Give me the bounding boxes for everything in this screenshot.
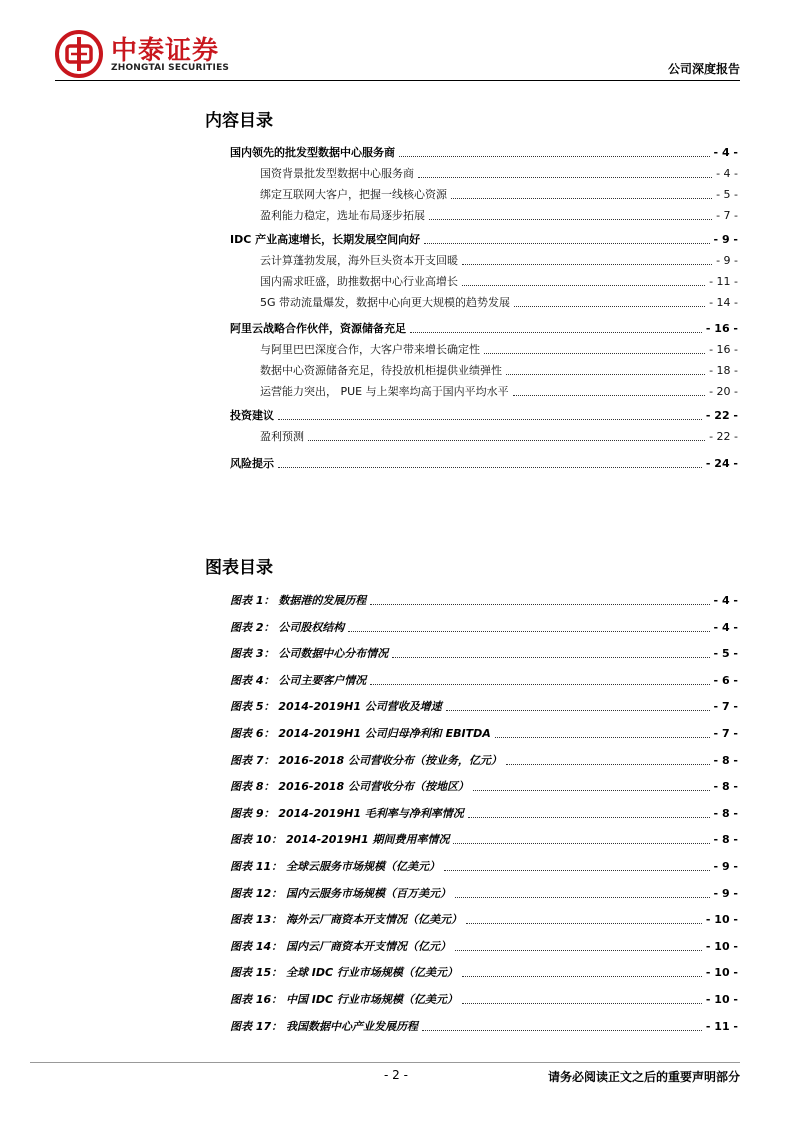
dot-leader (278, 466, 702, 468)
figure-entry[interactable] (230, 643, 738, 661)
figure-entry-label: 图表 13： 海外云厂商资本开支情况（亿美元） (230, 913, 462, 927)
figure-entry-page: - 10 - (705, 966, 738, 980)
toc-entry-page: - 4 - (716, 167, 738, 180)
toc-entry[interactable] (260, 271, 738, 289)
figure-entry-page: - 7 - (713, 727, 738, 740)
figure-entry-label: 图表 6： 2014-2019H1 公司归母净利和 EBITDA (230, 727, 491, 740)
toc-entry-label: 国内需求旺盛，助推数据中心行业高增长 (260, 275, 458, 288)
figure-entry-page: - 8 - (713, 780, 738, 794)
figure-entry-label: 图表 2： 公司股权结构 (230, 620, 345, 634)
figure-entry[interactable] (230, 723, 738, 741)
dot-leader (370, 603, 709, 605)
toc-entry-page: - 5 - (716, 188, 738, 201)
figure-entry-label: 图表 10： 2014-2019H1 期间费用率情况 (230, 833, 450, 847)
toc-entry-page: - 9 - (713, 233, 738, 246)
dot-leader (462, 263, 712, 265)
zhongtai-logo-icon (55, 30, 103, 78)
dot-leader (424, 242, 709, 244)
figure-entry-label: 图表 1： 数据港的发展历程 (230, 594, 367, 607)
figure-entry-page: - 9 - (713, 860, 738, 873)
figure-entry-label: 图表 14： 国内云厂商资本开支情况（亿元） (230, 939, 451, 953)
toc-entry-page: - 7 - (716, 209, 738, 222)
toc-entry-label: 与阿里巴巴深度合作，大客户带来增长确定性 (260, 343, 480, 356)
dot-leader (410, 331, 702, 333)
toc-entry-label: 风险提示 (230, 457, 274, 470)
toc-entry-page: - 11 - (709, 275, 738, 288)
toc-entry-page: - 24 - (705, 457, 738, 470)
figure-entry-label: 图表 9： 2014-2019H1 毛利率与净利率情况 (230, 806, 464, 820)
dot-leader (473, 789, 710, 791)
dot-leader (506, 373, 705, 375)
logo-chinese-name: 中泰证券 (111, 36, 220, 66)
figure-entry-page: - 10 - (705, 939, 738, 953)
figure-entry-page: - 4 - (713, 620, 738, 634)
dot-leader (308, 439, 705, 441)
toc-entry[interactable] (230, 318, 738, 336)
toc-entry-label: 5G 带动流量爆发，数据中心向更大规模的趋势发展 (260, 296, 511, 309)
toc-entry-label: 数据中心资源储备充足，待投放机柜提供业绩弹性 (260, 364, 502, 377)
company-logo (55, 28, 255, 78)
footer-divider (30, 1062, 740, 1063)
toc-entry-label: 云计算蓬勃发展，海外巨头资本开支回暖 (260, 254, 458, 267)
toc-entry-label: 国资背景批发型数据中心服务商 (260, 167, 414, 180)
figure-entry-label: 图表 17： 我国数据中心产业发展历程 (230, 1019, 418, 1033)
dot-leader (453, 842, 709, 844)
toc-entry-label: 运营能力突出， PUE 与上架率均高于国内平均水平 (260, 385, 509, 398)
figure-entry-page: - 5 - (713, 647, 738, 661)
figure-entry-label: 图表 16： 中国 IDC 行业市场规模（亿美元） (230, 993, 458, 1006)
figure-entry-page: - 11 - (705, 1019, 738, 1033)
toc-entry[interactable] (260, 426, 738, 444)
figure-entry[interactable] (230, 936, 738, 954)
toc-entry[interactable] (260, 292, 738, 310)
figure-entry-page: - 8 - (713, 753, 738, 767)
figure-entry-label: 图表 15： 全球 IDC 行业市场规模（亿美元） (230, 966, 458, 980)
page-header (55, 28, 740, 78)
disclaimer-note: 请务必阅读正文之后的重要声明部分 (547, 1070, 740, 1084)
figure-entry-page: - 9 - (713, 886, 738, 900)
toc-entry-page: - 16 - (705, 322, 738, 335)
figure-entry-label: 图表 8： 2016-2018 公司营收分布（按地区） (230, 780, 469, 794)
figures-title: 图表目录 (205, 558, 273, 578)
figure-entry-label: 图表 4： 公司主要客户情况 (230, 673, 367, 687)
toc-entry[interactable] (260, 339, 738, 357)
figure-entry[interactable] (230, 962, 738, 980)
toc-entry-page: - 22 - (709, 430, 738, 443)
figure-entry-label: 图表 11： 全球云服务市场规模（亿美元） (230, 860, 440, 873)
figure-entry[interactable] (230, 696, 738, 714)
header-divider (55, 80, 740, 81)
figure-entry[interactable] (230, 750, 738, 768)
toc-entry-page: - 20 - (709, 385, 738, 398)
figure-entry[interactable] (230, 856, 738, 874)
toc-entry[interactable] (230, 229, 738, 247)
dot-leader (495, 736, 710, 738)
figure-entry[interactable] (230, 803, 738, 821)
toc-entry[interactable] (260, 360, 738, 378)
toc-entry-label: 盈利能力稳定，选址布局逐步拓展 (260, 209, 425, 222)
figure-entry-page: - 4 - (713, 594, 738, 607)
dot-leader (468, 816, 710, 818)
figure-entry-label: 图表 5： 2014-2019H1 公司营收及增速 (230, 700, 442, 714)
toc-entry[interactable] (230, 142, 738, 160)
toc-entry[interactable] (260, 184, 738, 202)
figure-entry-page: - 6 - (713, 673, 738, 687)
toc-entry[interactable] (260, 381, 738, 399)
toc-entry-label: 盈利预测 (260, 430, 304, 443)
figure-entry[interactable] (230, 1016, 738, 1034)
figure-entry[interactable] (230, 883, 738, 901)
logo-english-name: ZHONGTAI SECURITIES (111, 63, 230, 73)
figure-entry[interactable] (230, 776, 738, 794)
toc-entry-page: - 22 - (705, 409, 738, 422)
dot-leader (466, 922, 702, 924)
toc-entry[interactable] (260, 250, 738, 268)
toc-entry-page: - 16 - (709, 343, 738, 356)
figure-entry[interactable] (230, 590, 738, 608)
dot-leader (446, 709, 710, 711)
dot-leader (462, 1002, 702, 1004)
toc-entry[interactable] (230, 453, 738, 471)
dot-leader (392, 656, 709, 658)
figure-entry-label: 图表 3： 公司数据中心分布情况 (230, 647, 389, 661)
dot-leader (348, 630, 709, 632)
contents-title: 内容目录 (205, 111, 273, 131)
dot-leader (513, 394, 705, 396)
dot-leader (444, 869, 710, 871)
figure-entry[interactable] (230, 989, 738, 1007)
dot-leader (451, 197, 712, 199)
figure-entry[interactable] (230, 617, 738, 635)
figure-entry-label: 图表 12： 国内云服务市场规模（百万美元） (230, 886, 451, 900)
toc-entry-label: IDC 产业高速增长，长期发展空间向好 (230, 233, 421, 246)
dot-leader (429, 218, 712, 220)
toc-entry-label: 阿里云战略合作伙伴，资源储备充足 (230, 322, 406, 335)
toc-entry[interactable] (230, 405, 738, 423)
dot-leader (370, 683, 709, 685)
dot-leader (418, 176, 712, 178)
toc-entry-page: - 4 - (713, 146, 738, 159)
dot-leader (399, 155, 710, 157)
toc-entry-label: 绑定互联网大客户，把握一线核心资源 (260, 188, 447, 201)
dot-leader (462, 975, 702, 977)
toc-entry-page: - 9 - (716, 254, 738, 267)
dot-leader (422, 1029, 702, 1031)
figure-entry-page: - 10 - (705, 993, 738, 1006)
toc-entry-page: - 18 - (709, 364, 738, 377)
figure-entry-page: - 10 - (705, 913, 738, 927)
dot-leader (278, 418, 702, 420)
figure-entry[interactable] (230, 909, 738, 927)
toc-entry[interactable] (260, 163, 738, 181)
figure-entry-label: 图表 7： 2016-2018 公司营收分布（按业务，亿元） (230, 753, 502, 767)
toc-entry-label: 国内领先的批发型数据中心服务商 (230, 146, 395, 159)
figure-entry-page: - 8 - (713, 806, 738, 820)
page-number: - 2 - (384, 1068, 408, 1082)
dot-leader (455, 949, 702, 951)
toc-entry-page: - 14 - (709, 296, 738, 309)
dot-leader (506, 763, 710, 765)
dot-leader (462, 284, 705, 286)
figure-entry-page: - 7 - (713, 700, 738, 714)
report-type-label: 公司深度报告 (667, 62, 740, 76)
toc-entry[interactable] (260, 205, 738, 223)
figure-entry-page: - 8 - (713, 833, 738, 847)
figure-entry[interactable] (230, 829, 738, 847)
dot-leader (484, 352, 705, 354)
dot-leader (514, 305, 705, 307)
dot-leader (455, 896, 710, 898)
figure-entry[interactable] (230, 670, 738, 688)
toc-entry-label: 投资建议 (230, 409, 274, 422)
